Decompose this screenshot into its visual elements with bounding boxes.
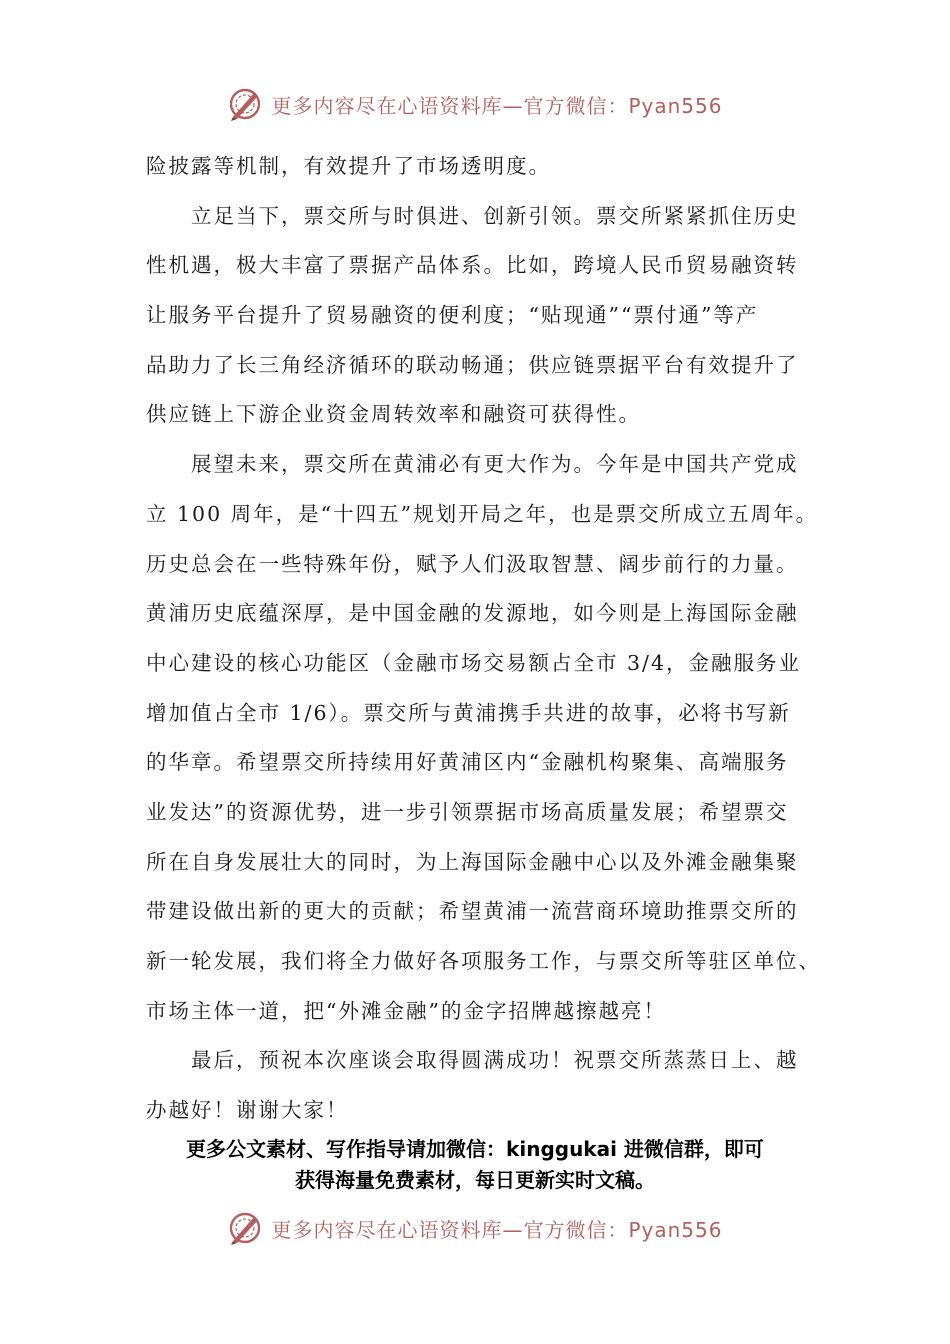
body-line: 供应链上下游企业资金周转效率和融资可获得性。 [146, 402, 641, 427]
body-line: 品助力了长三角经济循环的联动畅通；供应链票据平台有效提升了 [146, 352, 799, 377]
body-line: 让服务平台提升了贸易融资的便利度；“贴现通”“票付通”等产 [146, 303, 759, 328]
body-line: 办越好！谢谢大家！ [146, 1098, 349, 1123]
body-line: 增加值占全市 1/6）。票交所与黄浦携手共进的故事，必将书写新 [146, 700, 791, 725]
footer-banner-text: 更多内容尽在心语资料库—官方微信：Pyan556 [271, 1217, 723, 1242]
body-line: 最后，预祝本次座谈会取得圆满成功！祝票交所蒸蒸日上、越 [146, 1048, 799, 1073]
promo-notice [0, 1134, 950, 1196]
document-body [146, 142, 821, 1136]
body-line: 性机遇，极大丰富了票据产品体系。比如，跨境人民币贸易融资转 [146, 253, 799, 278]
body-line: 立足当下，票交所与时俱进、创新引领。票交所紧紧抓住历史 [146, 203, 799, 228]
body-line: 黄浦历史底蕴深厚，是中国金融的发源地，如今则是上海国际金融 [146, 601, 799, 626]
body-line: 险披露等机制，有效提升了市场透明度。 [146, 154, 551, 178]
body-line: 新一轮发展，我们将全力做好各项服务工作，与票交所等驻区单位、 [146, 949, 821, 973]
body-line: 业发达”的资源优势，进一步引领票据市场高质量发展；希望票交 [146, 799, 789, 824]
promo-line-1: 更多公文素材、写作指导请加微信：kinggukai 进微信群，即可 [186, 1137, 764, 1161]
body-line: 所在自身发展壮大的同时，为上海国际金融中心以及外滩金融集聚 [146, 849, 799, 874]
body-line: 市场主体一道，把“外滩金融”的金字招牌越擦越亮！ [146, 998, 666, 1023]
promo-line-2: 获得海量免费素材，每日更新实时文稿。 [295, 1168, 655, 1192]
body-line: 历史总会在一些特殊年份，赋予人们汲取智慧、阔步前行的力量。 [146, 551, 799, 576]
body-line: 展望未来，票交所在黄浦必有更大作为。今年是中国共产党成 [146, 452, 799, 477]
body-line: 带建设做出新的更大的贡献；希望黄浦一流营商环境助推票交所的 [146, 899, 799, 924]
body-line: 的华章。希望票交所持续用好黄浦区内“金融机构聚集、高端服务 [146, 750, 789, 775]
header-banner-text: 更多内容尽在心语资料库—官方微信：Pyan556 [271, 93, 723, 118]
footer-banner [0, 1208, 950, 1248]
pen-icon [227, 1210, 263, 1246]
pen-icon [227, 86, 263, 122]
body-line: 中心建设的核心功能区（金融市场交易额占全市 3/4，金融服务业 [146, 650, 802, 675]
body-line: 立 100 周年，是“十四五”规划开局之年，也是票交所成立五周年。 [146, 501, 819, 526]
header-banner [0, 84, 950, 124]
